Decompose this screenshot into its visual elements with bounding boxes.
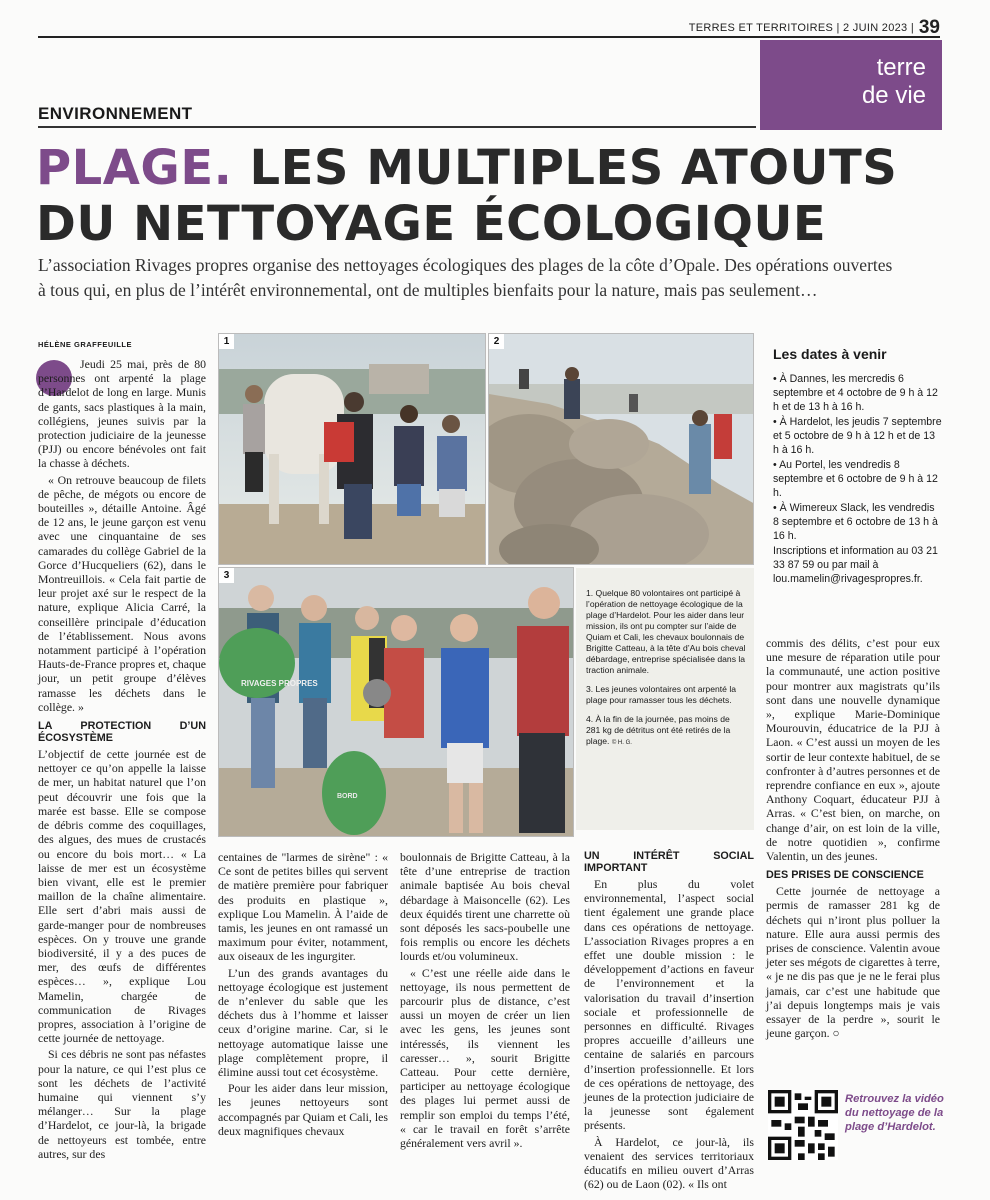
column-5 (766, 636, 940, 1042)
dates-info: Inscriptions et information au 03 21 33 87 59 ou par mail à lou.mamelin@rivagespropres.fr. (773, 545, 938, 585)
dates-title: Les dates à venir (773, 346, 887, 362)
column-2 (218, 850, 388, 1140)
paragraph: Cette journée de nettoyage a permis de ramasser 281 kg de déchets qui n’iront plus polluer la nature. Elle aura aussi permis des prises de conscience. Valentin avoue jeter ses mégots de cigarettes à terre, « je ne dis pas que je ne le ferai plus jamais, car c’est une habitude que j’ai depuis longtemps mais je vais essayer de la perdre », sourit le jeune garçon. (766, 884, 940, 1041)
headline-line2: DU NETTOYAGE ÉCOLOGIQUE (36, 196, 827, 252)
top-rule (38, 36, 940, 38)
subheading: DES PRISES DE CONSCIENCE (766, 869, 924, 882)
bag-print: RIVAGES PROPRES (241, 679, 318, 688)
photo-number: 1 (219, 334, 234, 349)
paragraph: Jeudi 25 mai, près de 80 personnes ont arpenté la plage d’Hardelot de long en large. Munis de gants, sacs plastiques à la main, collégiens, jeunes suivis par la protection judiciaire de la jeunesse (PJJ) ou encore bénévoles ont fait la chasse à déchets. (38, 357, 206, 471)
publication-name: TERRES ET TERRITOIRES | 2 JUIN 2023 | (688, 22, 914, 34)
photo-captions (576, 568, 754, 830)
end-mark: ○ (832, 1026, 840, 1041)
column-4 (584, 850, 754, 1193)
headline (36, 140, 936, 252)
photo-group (218, 567, 574, 837)
headline-kicker: PLAGE. (36, 140, 233, 196)
photo-credit: © H. G. (611, 740, 632, 746)
rubric-line2: de vie (861, 82, 926, 109)
date-item: • Au Portel, les vendredis 8 septembre et 6 octobre de 9 h à 12 h. (773, 459, 938, 499)
column-3 (400, 850, 570, 1152)
photo-horses (218, 333, 486, 565)
paragraph: « C’est une réelle aide dans le nettoyage, ils nous permettent de parcourir plus de distance, c’est aussi un moyen de créer un lien avec les gens, les jeunes sont intéressés, ils viennent les caresser… », sourit Brigitte Catteau. Pour cette dernière, participer au nettoyage écologique des plages lui permet aussi de remplir son emploi du temps l’été, « car le travail en forêt s’arrête généralement vers avril ». (400, 965, 570, 1151)
date-item: • À Dannes, les mercredis 6 septembre et 4 octobre de 9 h à 12 h et de 13 h à 16 h. (773, 373, 938, 413)
caption-4: 4. À la fin de la journée, pas moins de 281 kg de détritus ont été retirés de la plage. (586, 714, 731, 746)
rubric-box (760, 40, 942, 130)
section-label: ENVIRONNEMENT (38, 104, 193, 123)
photo-number: 2 (489, 334, 504, 349)
standfirst: L’association Rivages propres organise des nettoyages écologiques des plages de la côte d’Opale. Des opérations ouvertes à tous qui, en plus de l’intérêt environnemental, ont de multiples bienfaits pour la nature, mais pas seulement… (38, 255, 893, 300)
page-number: 39 (918, 17, 940, 38)
subheading: UN INTÉRÊT SOCIAL IMPORTANT (584, 850, 754, 874)
photo-rocks-image (489, 334, 754, 565)
paragraph: En plus du volet environnemental, l’aspect social tient également une grande place dans ces opérations de nettoyage. L’association Rivages propres a en effet une double mission : le développement d’actions en faveur de l’environnement et la valorisation du travail d’insertion sociale et professionnelle de personnes en difficulté. Rivages propres accueille d’ailleurs une centaine de salariés en parcours d’insertion professionnelle. Et lors de ces opérations de nettoyage, des jeunes de la protection judiciaire de la jeunesse sont également présents. (584, 877, 754, 1133)
paragraph: À Hardelot, ce jour-là, ils venaient des services territoriaux éducatifs en milieu ouvert d’Arras (62) ou de Laon (02). « Ils ont (584, 1134, 754, 1192)
column-1 (38, 357, 206, 1163)
caption-1: 1. Quelque 80 volontaires ont participé à l’opération de nettoyage écologique de la plage d’Hardelot. Pour les aider dans leur mission, ils ont pu compter sur l’aide de Quiam et Cali, les chevaux boulonnais de Brigitte Catteau, à la tête d’Au bois cheval débardage, entreprise spécialisée dans la traction animale. (586, 588, 746, 675)
qr-caption: Retrouvez la vidéo du nettoyage de la plage d’Hardelot. (845, 1093, 944, 1133)
paragraph: L’objectif de cette journée est de nettoyer ce qu’on appelle la laisse de mer, un habitat naturel que l’on peut découvrir une fois que la marée est basse. Elle se compose de débris comme des coquillages, des algues, des mues de crustacés ou encore du bois mort… « La laisse de mer est un écosystème bien vivant, elle est le premier maillon de la chaîne alimentaire. Elle sert d’abri mais aussi de garde-manger pour de nombreuses espèces. On y trouve une grande biodiversité, il y a des puces de mer, des œufs de différentes espèces… », explique Lou Mamelin, chargée de communication de Rivages propres, association à l’origine de cette journée de nettoyage. (38, 747, 206, 1046)
caption-3: 3. Les jeunes volontaires ont arpenté la plage pour ramasser tous les déchets. (586, 684, 737, 705)
paragraph: boulonnais de Brigitte Catteau, à la tête d’une entreprise de traction animale baptisée Au bois cheval débardage à Maisoncelle (62). Les deux équidés tirent une charrette où sont déposés les sacs-poubelle une fois remplis ou encore les déchets lourds et/ou volumineux. (400, 850, 570, 964)
rubric-line1: terre (876, 54, 926, 81)
paragraph: L’un des grands avantages du nettoyage écologique est justement de n’enlever du sable que les déchets dus à l’homme et laisser ceux d’origine marine. Car, si le nettoyage automatique laisse une plage complètement propre, il élimine aussi tout cet écosystème. (218, 965, 388, 1080)
paragraph: Pour les aider dans leur mission, les jeunes nettoyeurs sont accompagnés par Quiam et Cali, les deux magnifiques chevaux (218, 1081, 388, 1138)
section-rule (38, 126, 756, 128)
photo-rocks (488, 333, 754, 565)
paragraph: « On retrouve beaucoup de filets de pêche, de mégots ou encore de bouteilles », détaille Antoine. Âgé de 12 ans, le jeune garçon est venu avec une cinquantaine de ses camarades du collège Gabriel de la Gorce d’Hucqueliers (62), dans le Montreuillois. « Cela fait partie de leur projet axé sur le respect de la nature, explique Alicia Carré, la conseillère principale d’éducation de l’établissement. Nous avons notamment participé à l’opération Hauts-de-France propres et, chaque jour, un petit groupe d’élèves ramasse les déchets dans le collège. » (38, 472, 206, 714)
headline-line1: LES MULTIPLES ATOUTS (232, 140, 898, 196)
photo-group-image (219, 568, 574, 837)
photo-horses-image (219, 334, 486, 565)
date-item: • À Hardelot, les jeudis 7 septembre et 5 octobre de 9 h à 12 h et de 13 h à 16 h. (773, 416, 942, 456)
dates-sidebar (773, 346, 943, 586)
qr-code[interactable] (768, 1090, 838, 1160)
bag-print-2: BORD (337, 793, 358, 800)
date-item: • À Wimereux Slack, les vendredis 8 septembre et 6 octobre de 13 h à 16 h. (773, 502, 938, 542)
paragraph: Si ces débris ne sont pas néfastes pour la nature, ce qui l’est plus ce sont les déchets de l’activité humaine qui viennent s’y mélanger… Sur la plage d’Hardelot, ce jour-là, la brigade de nettoyeurs est tombée, entre autres, sur des (38, 1047, 206, 1161)
paragraph: centaines de "larmes de sirène" : « Ce sont de petites billes qui servent de matière première pour fabriquer des produits en plastique », explique Lou Mamelin. À l’aide de tamis, les jeunes en ont ramassé un maximum pour éviter, notamment, aux oiseaux de les ingurgiter. (218, 850, 388, 964)
paragraph: commis des délits, c’est pour eux une mesure de réparation utile pour la communauté, une action positive pour montrer aux magistrats qu’ils sont dans une nouvelle dynamique », explique Marie-Dominique Mourouvin, éducatrice de la PJJ à Laon. « C’est aussi un moyen de les sortir de leur contexte habituel, de se confronter à d’autres personnes et de reprendre confiance en eux », ajoute Anthony Coquart, éducateur PJJ à Arras. « C’est bien, on marche, on change d’air, on est loin de la ville, de notre quotidien », confirme Valentin, un des jeunes. (766, 636, 940, 864)
photo-number: 3 (219, 568, 234, 583)
subheading: LA PROTECTION D’UN ÉCOSYSTÈME (38, 720, 206, 745)
byline: HÉLÈNE GRAFFEUILLE (38, 340, 133, 349)
